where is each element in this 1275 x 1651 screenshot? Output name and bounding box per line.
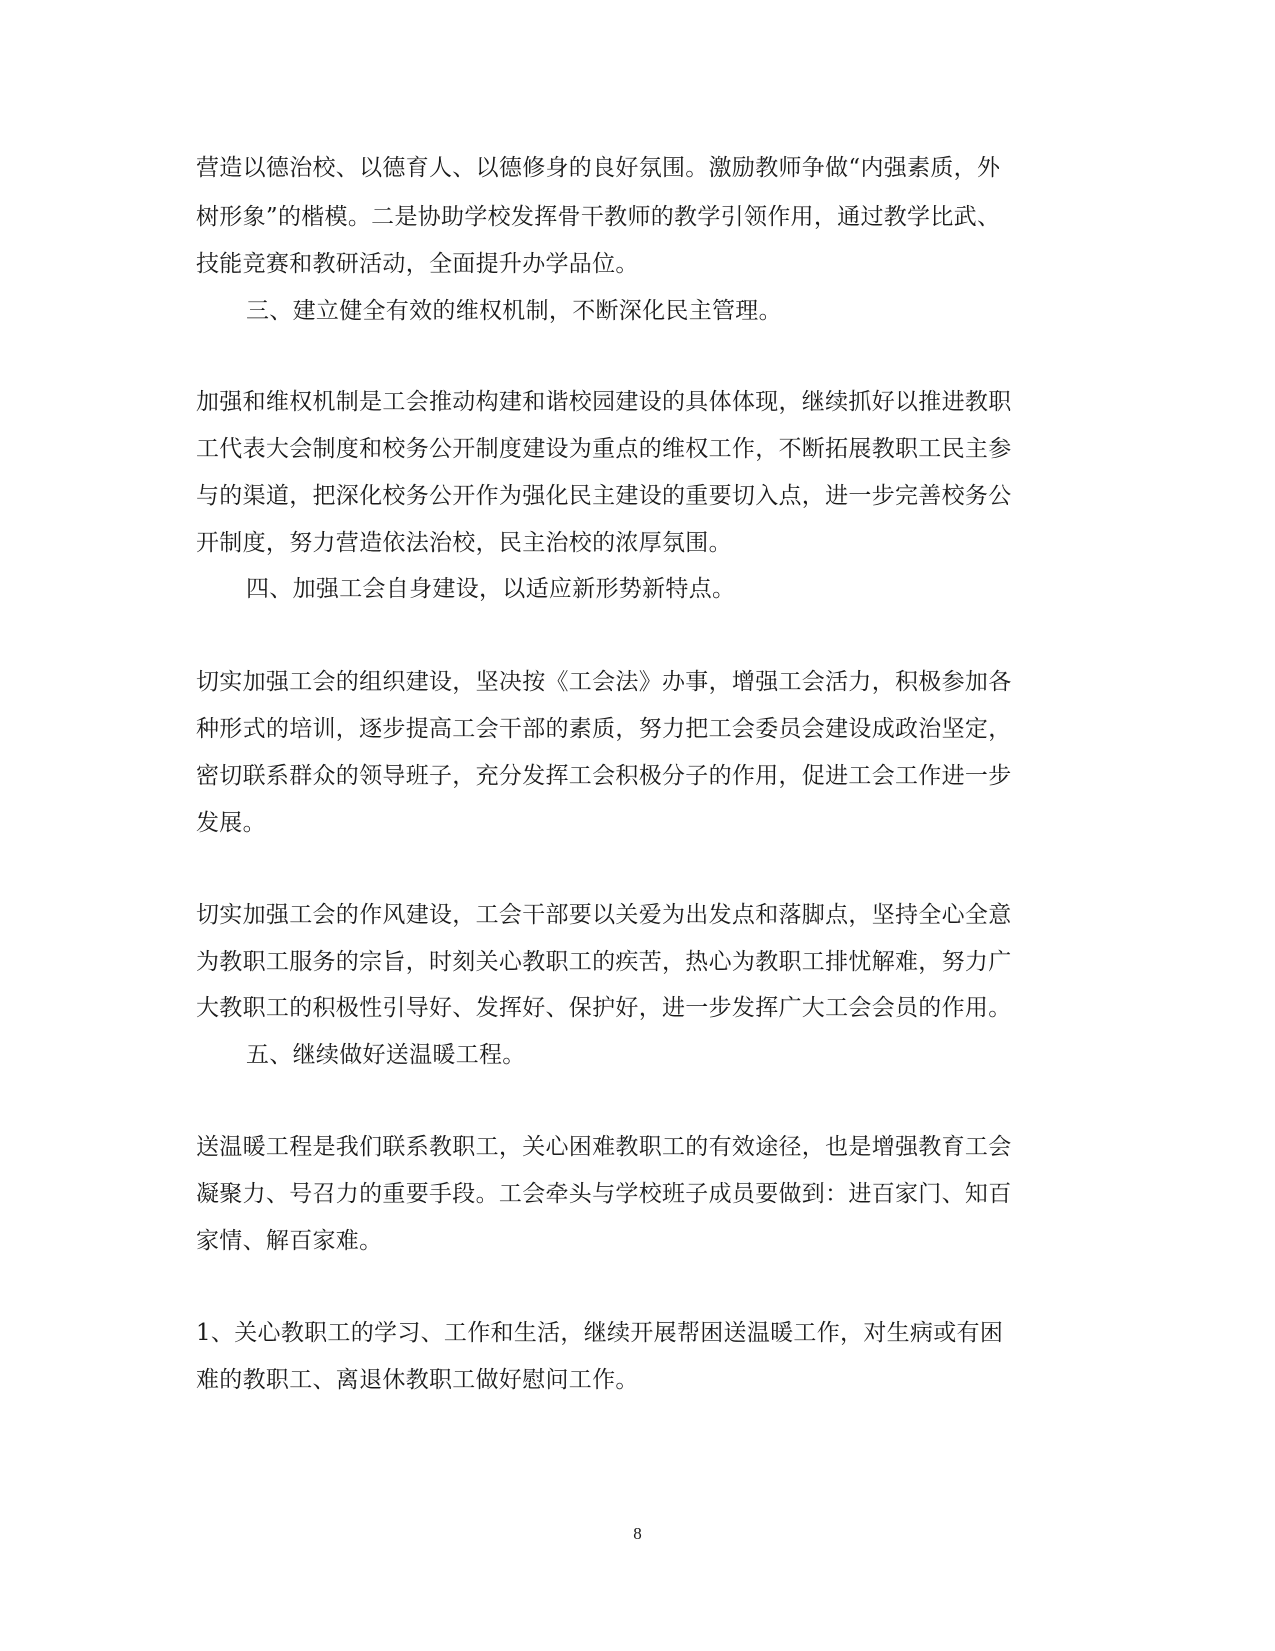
text-line: 密切联系群众的领导班子，充分发挥工会积极分子的作用，促进工会工作进一步 [196,763,1012,789]
text-line: 送温暖工程是我们联系教职工，关心困难教职工的有效途径，也是增强教育工会 [196,1134,1012,1160]
text-line: 大教职工的积极性引导好、发挥好、保护好，进一步发挥广大工会会员的作用。 [196,995,1012,1021]
text-line: 难的教职工、离退休教职工做好慰问工作。 [196,1367,639,1393]
text-line: 营造以德治校、以德育人、以德修身的良好氛围。激励教师争做“内强素质，外 [196,155,1001,181]
section-heading: 四、加强工会自身建设，以适应新形势新特点。 [246,576,736,602]
text-line: 为教职工服务的宗旨，时刻关心教职工的疾苦，热心为教职工排忧解难，努力广 [196,949,1012,975]
text-line: 开制度，努力营造依法治校，民主治校的浓厚氛围。 [196,530,732,556]
section-heading: 五、继续做好送温暖工程。 [246,1042,526,1068]
section-heading: 三、建立健全有效的维权机制，不断深化民主管理。 [246,298,782,324]
text-line: 技能竞赛和教研活动，全面提升办学品位。 [196,251,639,277]
text-line: 与的渠道，把深化校务公开作为强化民主建设的重要切入点，进一步完善校务公 [196,483,1012,509]
page-number: 8 [633,1524,642,1543]
text-line: 凝聚力、号召力的重要手段。工会牵头与学校班子成员要做到：进百家门、知百 [196,1181,1012,1207]
text-line: 家情、解百家难。 [196,1228,383,1254]
text-line: 加强和维权机制是工会推动构建和谐校园建设的具体体现，继续抓好以推进教职 [196,389,1012,415]
text-line: 种形式的培训，逐步提高工会干部的素质，努力把工会委员会建设成政治坚定， [196,716,1012,742]
text-line: 1、关心教职工的学习、工作和生活，继续开展帮困送温暖工作，对生病或有困 [196,1320,1004,1346]
text-line: 树形象”的楷模。二是协助学校发挥骨干教师的教学引领作用，通过教学比武、 [196,204,1001,230]
text-line: 工代表大会制度和校务公开制度建设为重点的维权工作，不断拓展教职工民主参 [196,436,1012,462]
text-line: 发展。 [196,810,266,836]
text-line: 切实加强工会的组织建设，坚决按《工会法》办事，增强工会活力，积极参加各 [196,669,1012,695]
text-line: 切实加强工会的作风建设，工会干部要以关爱为出发点和落脚点，坚持全心全意 [196,902,1012,928]
